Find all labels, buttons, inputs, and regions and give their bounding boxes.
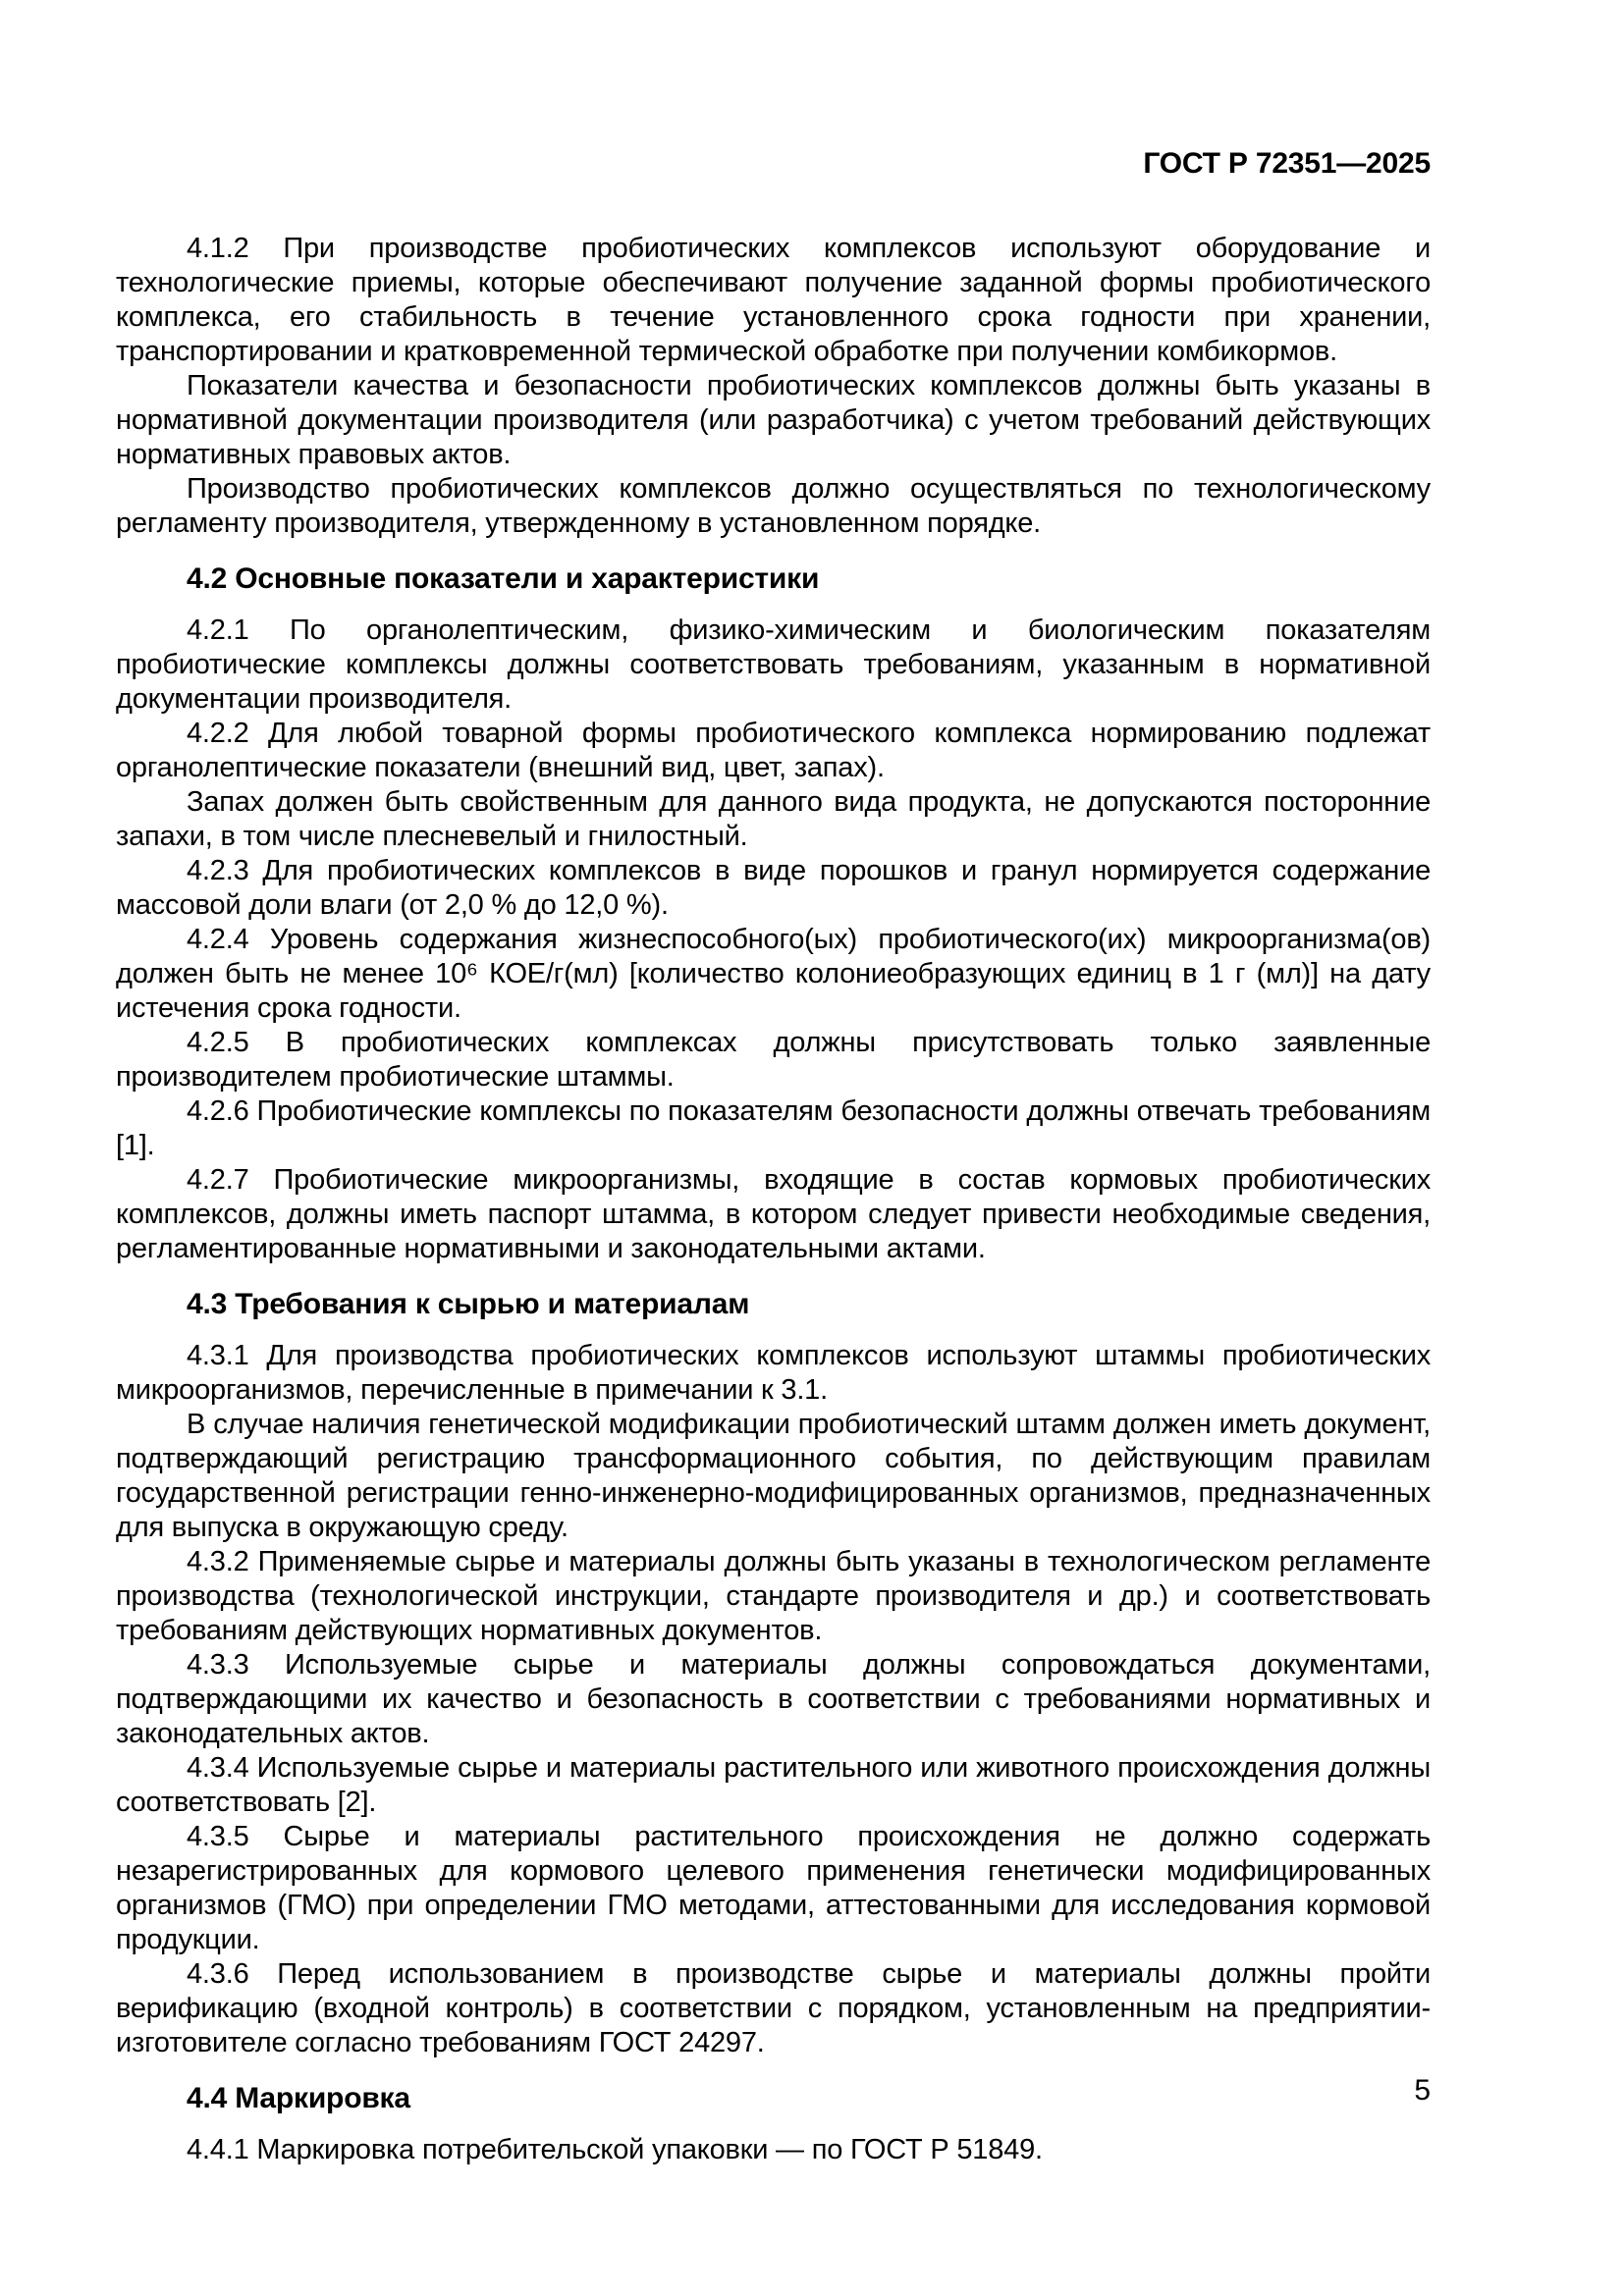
paragraph: 4.3.2 Применяемые сырье и материалы должны быть указаны в технологическом регламенте производства (технологической инструкции, стандарте производителя и др.) и соответствовать требованиям действующих нормативных документов. [116, 1546, 1431, 1646]
paragraph: 4.3.3 Используемые сырье и материалы должны сопровождаться документами, подтверждающими их качество и безопасность в соответствии с требованиями нормативных и законодательных актов. [116, 1649, 1431, 1749]
paragraph: Производство пробиотических комплексов должно осуществляться по технологическому регламенту производителя, утвержденному в установленном порядке. [116, 473, 1431, 539]
paragraph: 4.3.6 Перед использованием в производстве сырье и материалы должны пройти верификацию (входной контроль) в соответствии с порядком, установленным на предприятии-изготовителе согласно требованиям ГОСТ 24297. [116, 1958, 1431, 2058]
section-heading: 4.3 Требования к сырью и материалам [187, 1288, 750, 1320]
section-heading: 4.2 Основные показатели и характеристики [187, 562, 820, 595]
paragraph: 4.2.1 По органолептическим, физико-химическим и биологическим показателям пробиотические комплексы должны соответствовать требованиям, указанным в нормативной документации производителя. [116, 614, 1431, 715]
page-number: 5 [1414, 2074, 1431, 2107]
paragraph: 4.1.2 При производстве пробиотических комплексов используют оборудование и технологические приемы, которые обеспечивают получение заданной формы пробиотического комплекса, его стабильность в течение установленного срока годности при хранении, транспортировании и кратковременной термической обработке при получении комбикормов. [116, 233, 1431, 367]
paragraph: 4.2.3 Для пробиотических комплексов в виде порошков и гранул нормируется содержание массовой доли влаги (от 2,0 % до 12,0 %). [116, 855, 1431, 921]
paragraph: В случае наличия генетической модификации пробиотический штамм должен иметь документ, подтверждающий регистрацию трансформационного события, по действующим правилам государственной регистрации генно-инженерно-модифицированных организмов, предназначенных для выпуска в окружающую среду. [116, 1409, 1431, 1543]
paragraph: 4.2.5 В пробиотических комплексах должны присутствовать только заявленные производителем пробиотические штаммы. [116, 1027, 1431, 1093]
paragraph: 4.2.6 Пробиотические комплексы по показателям безопасности должны отвечать требованиям [1]. [116, 1095, 1431, 1161]
paragraph: 4.3.4 Используемые сырье и материалы растительного или животного происхождения должны соответствовать [2]. [116, 1752, 1431, 1818]
paragraph: Запах должен быть свойственным для данного вида продукта, не допускаются посторонние запахи, в том числе плесневелый и гнилостный. [116, 786, 1431, 852]
paragraph: Показатели качества и безопасности пробиотических комплексов должны быть указаны в нормативной документации производителя (или разработчика) с учетом требований действующих нормативных правовых актов. [116, 370, 1431, 470]
paragraph: 4.2.2 Для любой товарной формы пробиотического комплекса нормированию подлежат органолептические показатели (внешний вид, цвет, запах). [116, 718, 1431, 783]
paragraph: 4.2.4 Уровень содержания жизнеспособного(ых) пробиотического(их) микроорганизма(ов) должен быть не менее 10⁶ КОЕ/г(мл) [количество колониеобразующих единиц в 1 г (мл)] на дату истечения срока годности. [116, 924, 1431, 1024]
section-heading: 4.4 Маркировка [187, 2082, 410, 2114]
document-header-standard-code: ГОСТ Р 72351—2025 [1143, 147, 1431, 180]
paragraph: 4.3.5 Сырье и материалы растительного происхождения не должно содержать незарегистрированных для кормового целевого применения генетически модифицированных организмов (ГМО) при определении ГМО методами, аттестованными для исследования кормовой продукции. [116, 1821, 1431, 1955]
document-body [116, 232, 1431, 2167]
paragraph: 4.4.1 Маркировка потребительской упаковки — по ГОСТ Р 51849. [187, 2134, 1043, 2165]
paragraph: 4.2.7 Пробиотические микроорганизмы, входящие в состав кормовых пробиотических комплексов, должны иметь паспорт штамма, в котором следует привести необходимые сведения, регламентированные нормативными и законодательными актами. [116, 1164, 1431, 1264]
paragraph: 4.3.1 Для производства пробиотических комплексов используют штаммы пробиотических микроорганизмов, перечисленные в примечании к 3.1. [116, 1340, 1431, 1406]
